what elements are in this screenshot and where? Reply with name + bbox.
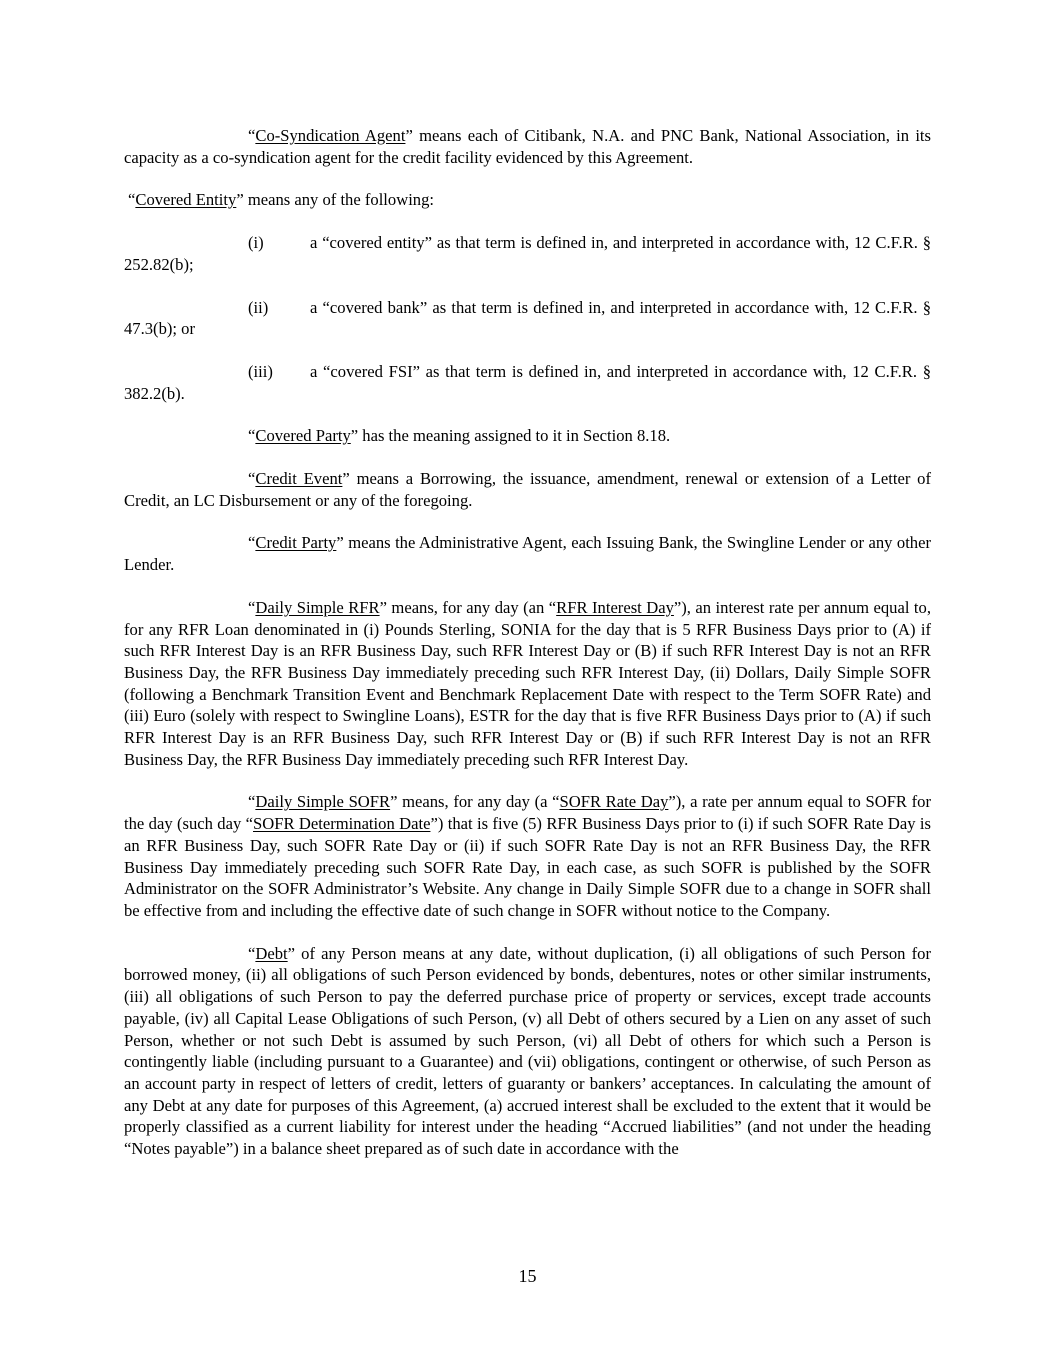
definition-text: ”), an interest rate per annum equal to, for any RFR Loan denominated in (i) Pounds Sterling, SONIA for the day that is 5 RFR Business Days prior to (A) if such RFR Interest Day is an RFR Business Day, such RFR Interest Day or (B) if such RFR Interest Day is not an RFR Business Day, the RFR Business Day immediately preceding such RFR Interest Day, (ii) Dollars, Daily Simple SOFR (following a Benchmark Transition Event and Benchmark Replacement Date with respect to the Term SOFR Rate) and (iii) Euro (solely with respect to Swingline Loans), ESTR for the day that is five RFR Business Days prior to (A) if such RFR Interest Day is an RFR Business Day, such RFR Interest Day or (B) if such RFR Interest Day is not an RFR Business Day, the RFR Business Day immediately preceding such RFR Interest Day. — [124, 597, 931, 769]
list-item-text: a “covered bank” as that term is defined in, and interpreted in accordance with, 12 C.F.R. § 47.3(b); or — [124, 297, 931, 339]
definition-text: ” has the meaning assigned to it in Section 8.18. — [350, 426, 671, 446]
definition-credit-party — [124, 532, 931, 575]
definition-covered-entity — [124, 189, 931, 211]
open-quote: “ — [248, 126, 256, 145]
open-quote: “ — [248, 943, 256, 963]
list-item-text: a “covered entity” as that term is defined in, and interpreted in accordance with, 12 C.F.R. § 252.82(b); — [124, 233, 931, 274]
defined-term: SOFR Determination Date — [253, 814, 431, 834]
open-quote: “ — [248, 792, 256, 812]
list-item-text: a “covered FSI” as that term is defined in, and interpreted in accordance with, 12 C.F.R. § 382.2(b). — [124, 361, 931, 403]
definition-text: ” of any Person means at any date, without duplication, (i) all obligations of such Person for borrowed money, (ii) all obligations of such Person evidenced by bonds, debentures, notes or other similar instruments, (iii) all obligations of such Person to pay the deferred purchase price of property or services, except trade accounts payable, (iv) all Capital Lease Obligations of such Person, (v) all Debt of others secured by a Lien on any asset of such Person, whether or not such Debt is assumed by such Person, (vi) all Debt of others for which such a Person is contingently liable (including pursuant to a Guarantee) and (vii) obligations, contingent or otherwise, of such Person as an account party in respect of letters of credit, letters of guaranty or bankers’ acceptances. In calculating the amount of any Debt at any date for purposes of this Agreement, (a) accrued interest shall be excluded to the extent that it would be properly classified as a current liability for interest under the heading “Accrued liabilities” (and not under the heading “Notes payable”) in a balance sheet prepared as of such date in accordance with the — [124, 943, 931, 1159]
definition-text: ” means, for any day (a “ — [390, 792, 560, 812]
open-quote: “ — [248, 426, 256, 446]
defined-term: Credit Party — [255, 533, 337, 553]
defined-term: RFR Interest Day — [556, 597, 674, 617]
defined-term: Co-Syndication Agent — [255, 126, 406, 145]
definition-text: ” means the Administrative Agent, each Issuing Bank, the Swingline Lender or any other Lender. — [124, 533, 931, 575]
definition-text: ” means a Borrowing, the issuance, amendment, renewal or extension of a Letter of Credit, an LC Disbursement or any of the foregoing. — [124, 469, 931, 510]
definition-text: ” means any of the following: — [236, 190, 435, 210]
definition-credit-event — [124, 468, 931, 511]
defined-term: Daily Simple SOFR — [255, 792, 391, 812]
definition-debt — [124, 943, 931, 1160]
open-quote: “ — [248, 469, 256, 489]
list-item — [124, 361, 931, 404]
defined-term: SOFR Rate Day — [559, 792, 669, 812]
list-item-number: (iii) — [248, 361, 273, 381]
list-item — [124, 232, 931, 275]
definition-text: ” means each of Citibank, N.A. and PNC Bank, National Association, in its capacity as a co-syndication agent for the credit facility evidenced by this Agreement. — [124, 126, 931, 167]
defined-term: Covered Party — [255, 426, 351, 446]
open-quote: “ — [248, 597, 256, 617]
defined-term: Daily Simple RFR — [255, 597, 380, 617]
defined-term: Debt — [255, 943, 288, 963]
definition-daily-simple-sofr — [124, 791, 931, 921]
list-item-number: (ii) — [248, 297, 269, 317]
definition-text: ”) that is five (5) RFR Business Days prior to (i) if such SOFR Rate Day is an RFR Business Day, such SOFR Rate Day or (ii) if such SOFR Rate Day is not an RFR Business Day, the RFR Business Day immediately preceding such SOFR Rate Day, in each case, as such SOFR is published by the SOFR Administrator on the SOFR Administrator’s Website. Any change in Daily Simple SOFR due to a change in SOFR shall be effective from and including the effective date of such change in SOFR without notice to the Company. — [124, 814, 931, 920]
page-number: 15 — [518, 1266, 537, 1286]
open-quote: “ — [128, 190, 136, 210]
definition-covered-party — [124, 425, 931, 447]
definition-text: ”), a rate per annum equal to SOFR for the day (such day “ — [124, 792, 931, 834]
defined-term: Credit Event — [255, 469, 343, 489]
definition-daily-simple-rfr — [124, 597, 931, 771]
document-body — [124, 125, 931, 1181]
definition-text: ” means, for any day (an “ — [379, 597, 557, 617]
list-item-number: (i) — [248, 233, 264, 253]
list-item — [124, 297, 931, 340]
definition-co-syndication-agent — [124, 125, 931, 168]
defined-term: Covered Entity — [135, 190, 237, 210]
open-quote: “ — [248, 533, 256, 553]
